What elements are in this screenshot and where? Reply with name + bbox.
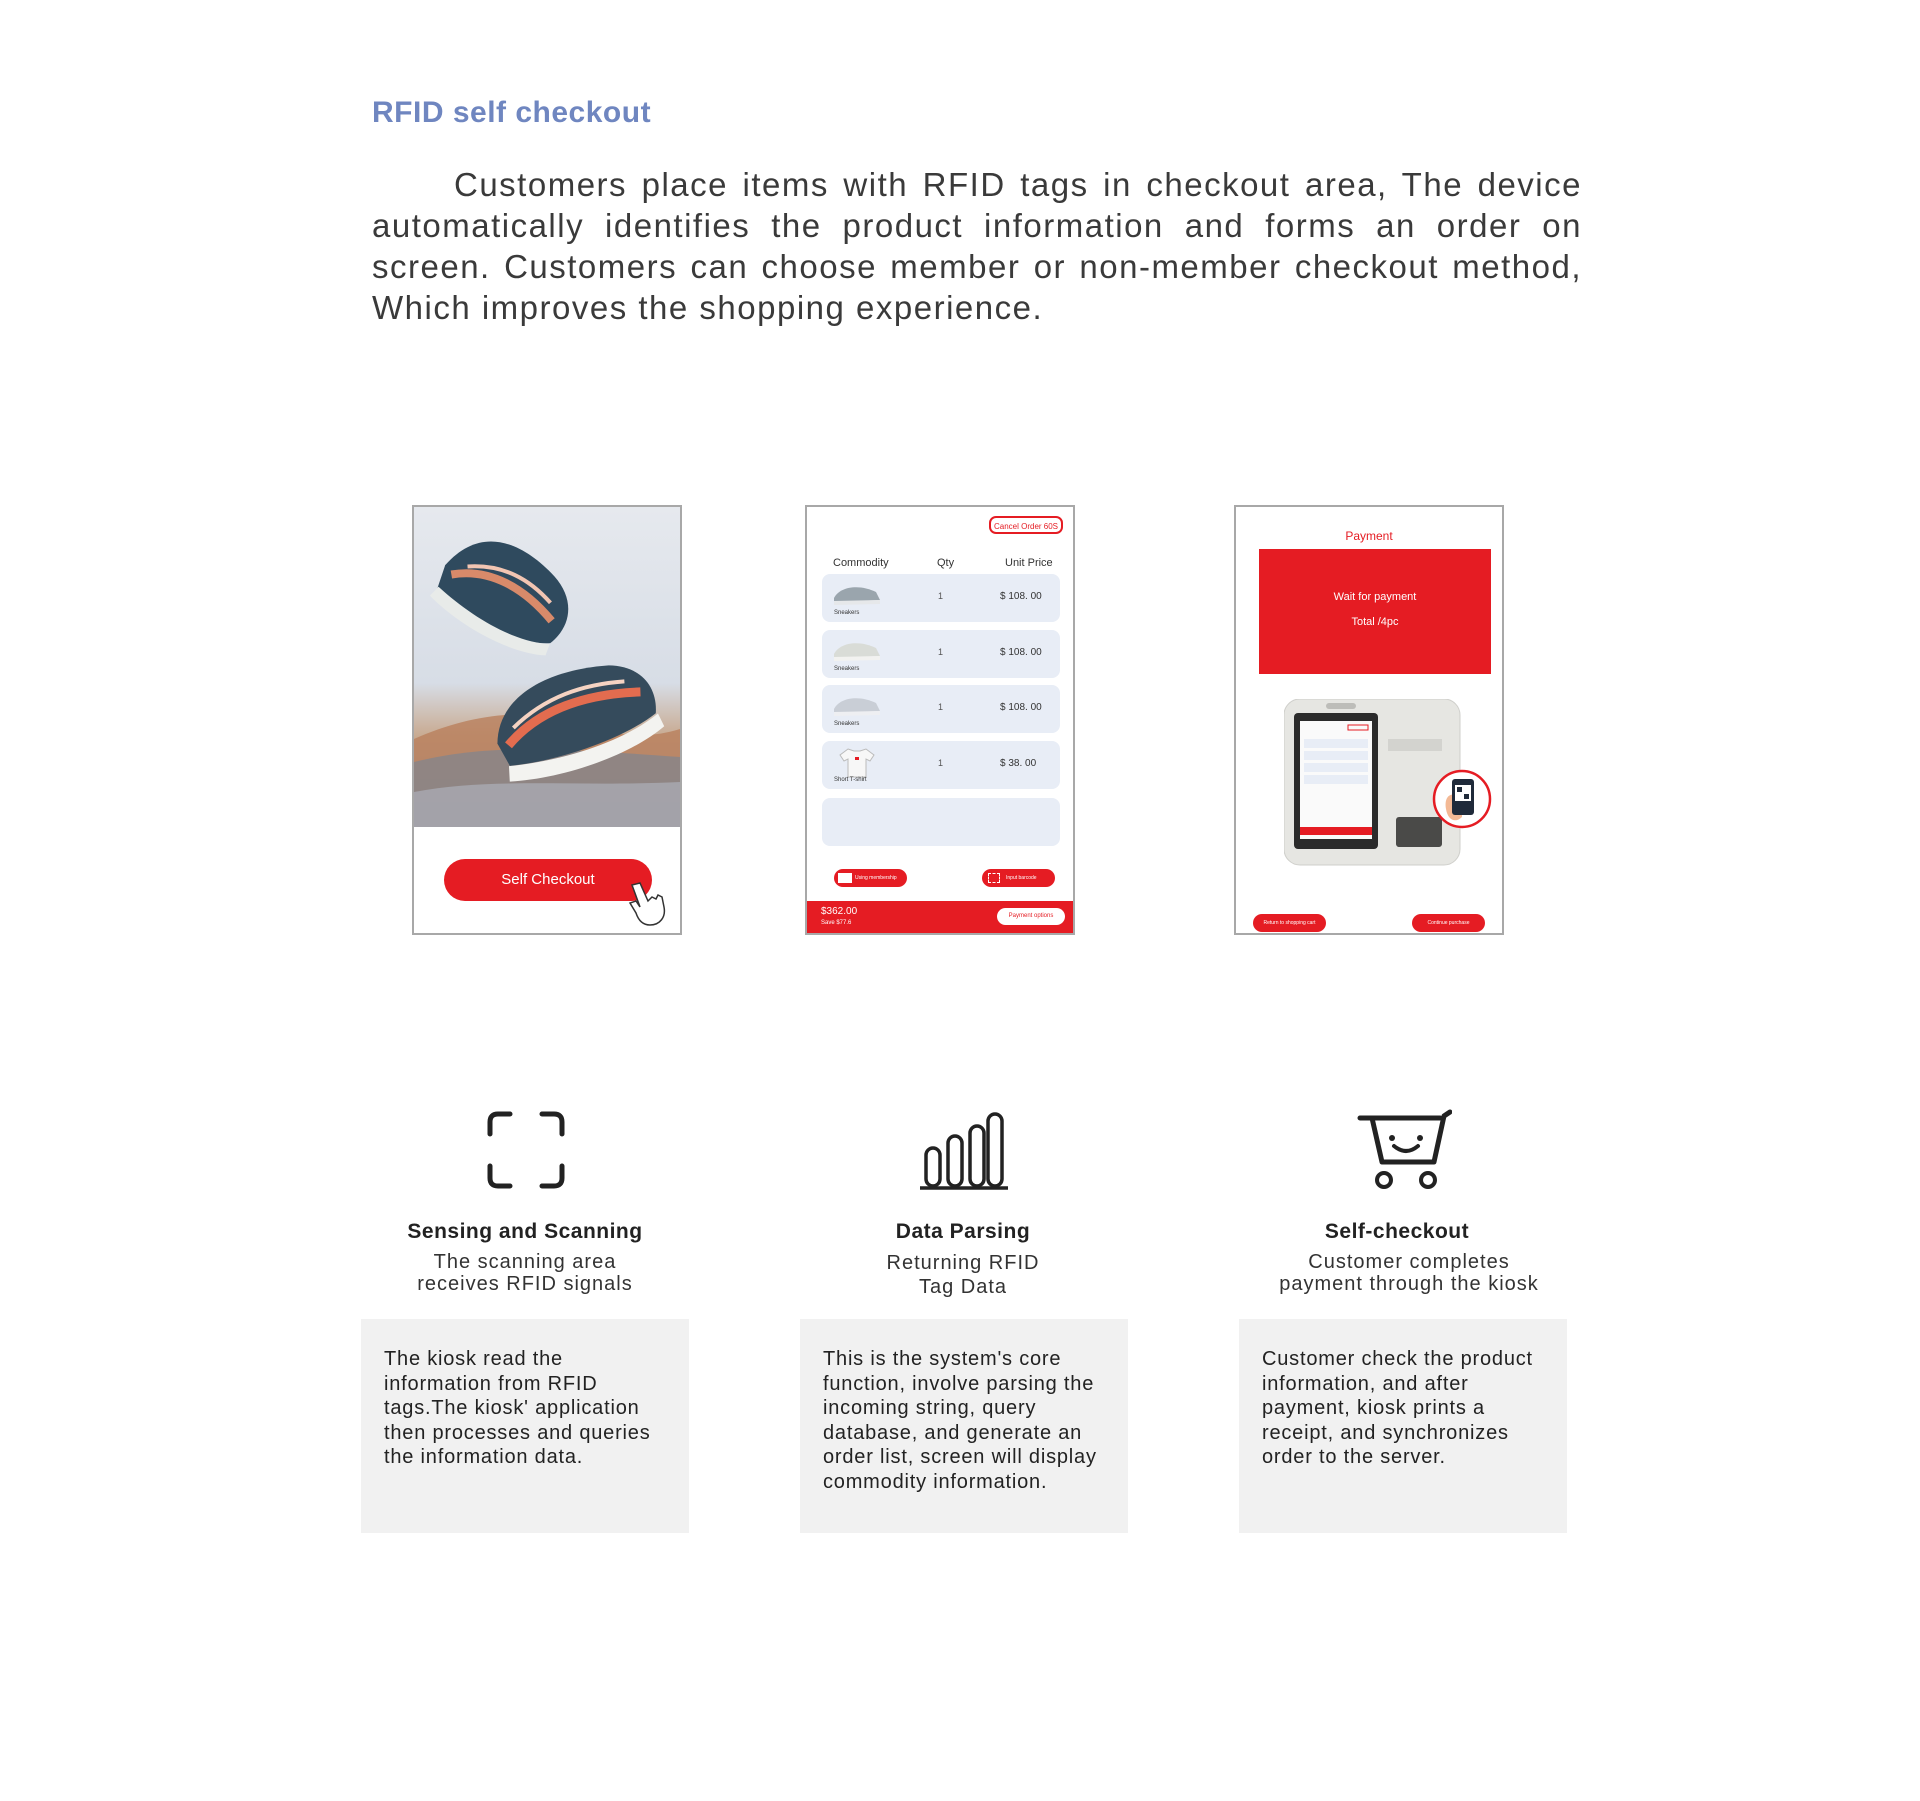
page-title: RFID self checkout	[372, 96, 652, 129]
membership-card-button[interactable]	[834, 869, 907, 899]
item-qty: 1	[938, 758, 944, 768]
item-price: $ 108. 00	[1000, 591, 1042, 602]
item-qty: 1	[938, 647, 944, 657]
self-checkout-button[interactable]: Self Checkout	[444, 859, 652, 901]
item-price: $ 108. 00	[1000, 647, 1042, 658]
screen-self-checkout	[412, 505, 682, 935]
sneaker-thumbnail	[830, 634, 884, 664]
feature-card	[800, 1319, 1128, 1533]
order-footer	[807, 901, 1073, 933]
feature-title: Self-checkout	[1324, 1220, 1470, 1243]
payment-options-button[interactable]: Payment options	[997, 908, 1065, 925]
screen-payment	[1234, 505, 1504, 935]
input-barcode-button[interactable]	[982, 869, 1055, 887]
order-row	[822, 574, 1060, 622]
item-name: Sneakers	[834, 666, 860, 672]
order-row	[822, 630, 1060, 678]
feature-description: This is the system's core function, involve parsing the incoming string, query database, and generate an order list, screen will display commodity information.	[823, 1348, 1097, 1493]
feature-title: Sensing and Scanning	[407, 1220, 643, 1243]
feature-description: Customer check the product information, and after payment, kiosk prints a receipt, and synchronizes order to the server.	[1262, 1348, 1533, 1468]
payment-title: Payment	[1345, 529, 1393, 543]
column-header-unit-price: Unit Price	[1005, 557, 1053, 569]
item-price: $ 38. 00	[1000, 758, 1037, 769]
item-qty: 1	[938, 702, 944, 712]
sneaker-photo	[414, 507, 680, 827]
barcode-icon	[988, 873, 1000, 883]
kiosk-illustration	[1284, 699, 1494, 874]
payment-total-label: Total /4pc	[1351, 616, 1399, 628]
return-to-cart-button[interactable]: Return to shopping cart	[1253, 914, 1326, 932]
order-savings: Save $77.6	[821, 920, 852, 926]
membership-card-label: Using membership card	[834, 875, 897, 899]
feature-subtitle: Returning RFID	[886, 1252, 1040, 1274]
item-name: Sneakers	[834, 610, 860, 616]
sneaker-thumbnail	[830, 689, 884, 719]
input-barcode-label: Input barcode	[1006, 875, 1037, 881]
item-name: Short T-shirt	[834, 777, 867, 783]
column-header-commodity: Commodity	[833, 557, 889, 569]
scan-icon	[486, 1110, 566, 1190]
tshirt-thumbnail	[830, 745, 884, 779]
pointing-hand-icon	[626, 879, 670, 929]
item-name: Sneakers	[834, 721, 860, 727]
feature-subtitle: Customer completes	[1308, 1251, 1510, 1273]
order-total: $362.00	[821, 906, 858, 917]
feature-subtitle: payment through the kiosk	[1279, 1273, 1539, 1295]
column-header-qty: Qty	[937, 557, 955, 569]
feature-subtitle: Tag Data	[918, 1276, 1008, 1298]
continue-purchase-button[interactable]: Continue purchase	[1412, 914, 1485, 932]
feature-title: Data Parsing	[895, 1220, 1031, 1243]
cancel-order-button[interactable]: Cancel Order 60S	[989, 516, 1063, 534]
screen-order-list	[805, 505, 1075, 935]
bar-chart-icon	[918, 1110, 1010, 1192]
wait-for-payment-label: Wait for payment	[1333, 591, 1417, 603]
empty-order-row	[822, 798, 1060, 846]
feature-subtitle: receives RFID signals	[417, 1273, 633, 1295]
feature-card	[361, 1319, 689, 1533]
order-row	[822, 685, 1060, 733]
feature-subtitle: The scanning area	[433, 1251, 617, 1273]
sneaker-thumbnail	[830, 578, 884, 608]
order-row	[822, 741, 1060, 789]
shopping-cart-icon	[1356, 1104, 1452, 1192]
item-qty: 1	[938, 591, 944, 601]
item-price: $ 108. 00	[1000, 702, 1042, 713]
intro-paragraph: Customers place items with RFID tags in checkout area, The device automatically identifies the product information and forms an order on screen. Customers can choose member or non-member checkout method, Which improves the shopping experience.	[372, 166, 1582, 326]
card-icon	[838, 873, 852, 883]
feature-card	[1239, 1319, 1567, 1533]
payment-status-box	[1259, 549, 1491, 674]
feature-description: The kiosk read the information from RFID tags.The kiosk' application then processes and queries the information data.	[384, 1348, 651, 1468]
